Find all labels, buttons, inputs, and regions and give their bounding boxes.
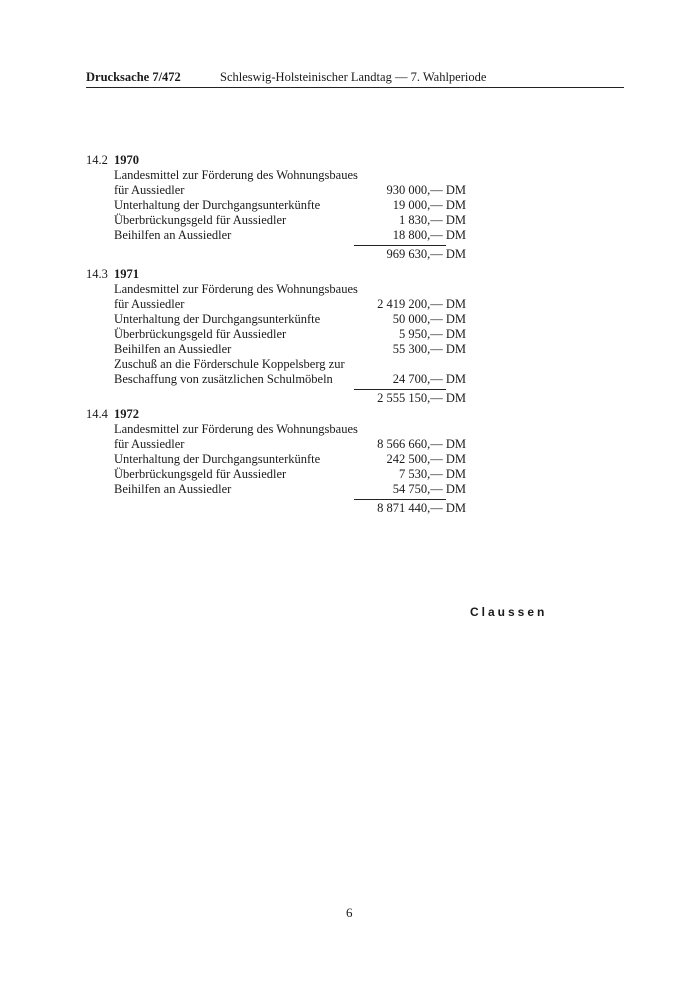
entry-label: Unterhaltung der Durchgangsunterkünfte — [114, 198, 321, 212]
section-number: 14.2 — [86, 153, 108, 167]
entry-label: Landesmittel zur Förderung des Wohnungsbaues für Aussiedler — [114, 422, 358, 451]
entry-amount: 55 300,— DM — [392, 342, 466, 356]
section-14-3 — [86, 267, 466, 406]
entry-amount: 18 800,— DM — [392, 228, 466, 242]
entry-amount: 8 566 660,— DM — [377, 437, 466, 451]
section-heading — [86, 153, 466, 168]
entry-amount: 930 000,— DM — [386, 183, 466, 197]
budget-entry — [86, 168, 466, 198]
entry-label: Überbrückungsgeld für Aussiedler — [114, 213, 287, 227]
entry-label: Beihilfen an Aussiedler — [114, 342, 232, 356]
total-amount: 969 630,— DM — [386, 247, 466, 261]
entry-label: Beihilfen an Aussiedler — [114, 228, 232, 242]
budget-entry — [86, 467, 466, 482]
entry-label: Überbrückungsgeld für Aussiedler — [114, 467, 287, 481]
entry-label: Landesmittel zur Förderung des Wohnungsbaues für Aussiedler — [114, 168, 358, 197]
entry-amount: 50 000,— DM — [392, 312, 466, 326]
entry-label: Unterhaltung der Durchgangsunterkünfte — [114, 312, 321, 326]
section-number: 14.4 — [86, 407, 108, 421]
section-total — [86, 391, 466, 406]
entry-label: Zuschuß an die Förderschule Koppelsberg zur Beschaffung von zusätzlichen Schulmöbeln — [114, 357, 345, 386]
total-amount: 8 871 440,— DM — [377, 501, 466, 515]
budget-entry — [86, 422, 466, 452]
total-amount: 2 555 150,— DM — [377, 391, 466, 405]
entry-label: Überbrückungsgeld für Aussiedler — [114, 327, 287, 341]
sum-rule — [354, 499, 446, 500]
entry-amount: 242 500,— DM — [386, 452, 466, 466]
budget-entry — [86, 198, 466, 213]
budget-entry — [86, 312, 466, 327]
budget-entry — [86, 228, 466, 243]
entry-label: Beihilfen an Aussiedler — [114, 482, 232, 496]
header-title: Schleswig-Holsteinischer Landtag — 7. Wahlperiode — [220, 70, 487, 84]
budget-entry — [86, 452, 466, 467]
entry-amount: 5 950,— DM — [398, 327, 466, 341]
section-year: 1971 — [114, 267, 139, 281]
section-year: 1970 — [114, 153, 139, 167]
budget-entry — [86, 357, 466, 387]
section-total — [86, 501, 466, 516]
entry-amount: 1 830,— DM — [398, 213, 466, 227]
entry-amount: 24 700,— DM — [392, 372, 466, 386]
section-heading — [86, 407, 466, 422]
budget-entry — [86, 282, 466, 312]
header-rule — [86, 87, 624, 88]
sum-rule — [354, 245, 446, 246]
budget-entry — [86, 342, 466, 357]
sum-rule — [354, 389, 446, 390]
entry-amount: 2 419 200,— DM — [377, 297, 466, 311]
entry-amount: 19 000,— DM — [392, 198, 466, 212]
signature: Claussen — [470, 605, 548, 619]
section-14-4 — [86, 407, 466, 516]
entry-amount: 7 530,— DM — [398, 467, 466, 481]
section-year: 1972 — [114, 407, 139, 421]
section-14-2 — [86, 153, 466, 262]
page-number: 6 — [346, 905, 353, 920]
entry-label: Landesmittel zur Förderung des Wohnungsbaues für Aussiedler — [114, 282, 358, 311]
budget-entry — [86, 327, 466, 342]
budget-entry — [86, 213, 466, 228]
section-number: 14.3 — [86, 267, 108, 281]
section-heading — [86, 267, 466, 282]
section-total — [86, 247, 466, 262]
entry-label: Unterhaltung der Durchgangsunterkünfte — [114, 452, 321, 466]
document-number: Drucksache 7/472 — [86, 70, 181, 84]
budget-entry — [86, 482, 466, 497]
entry-amount: 54 750,— DM — [392, 482, 466, 496]
